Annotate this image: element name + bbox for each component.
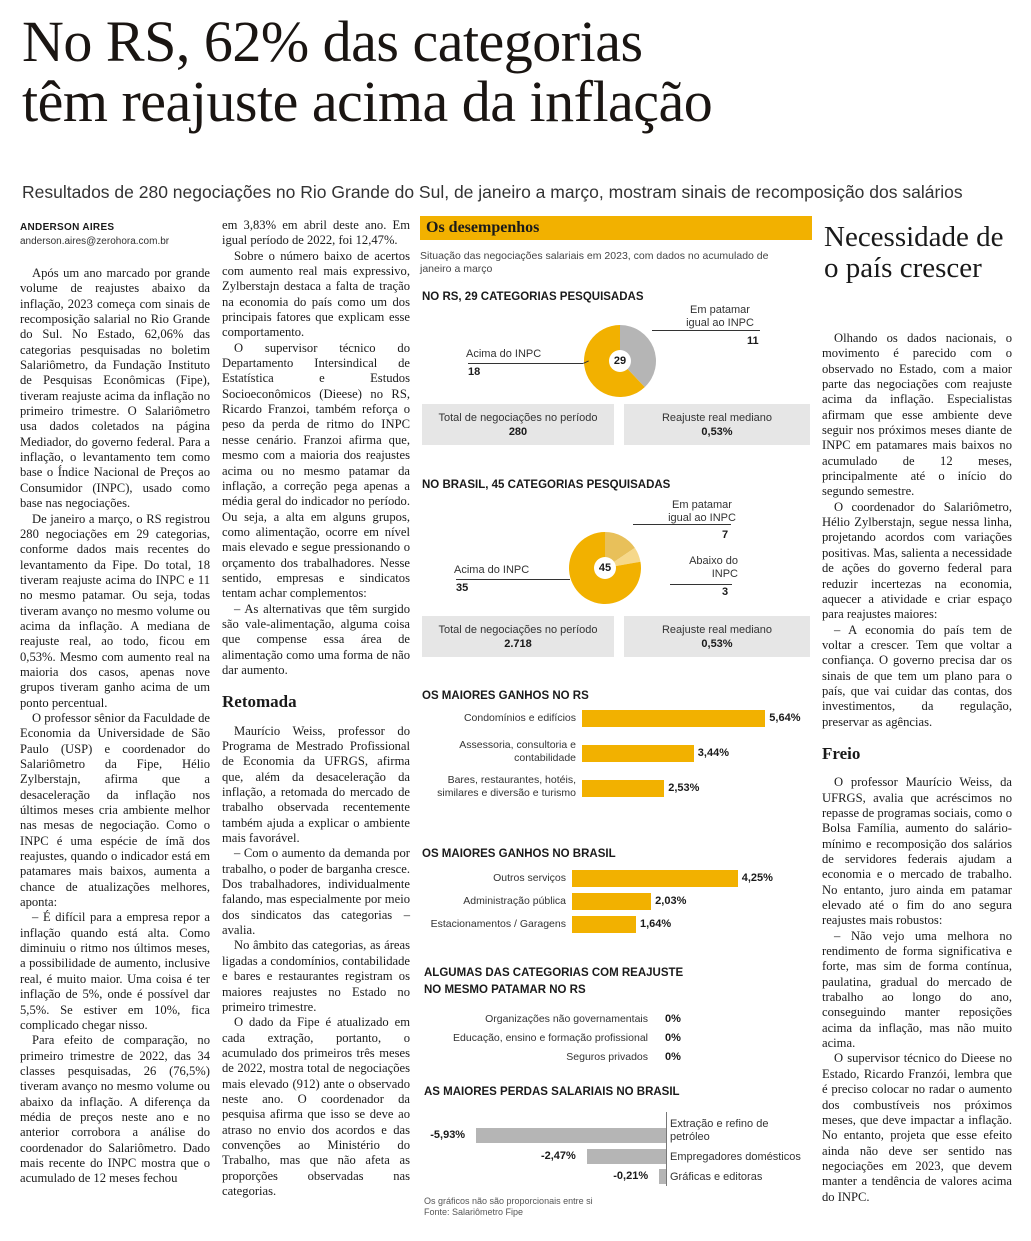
- footnote-fonte: Fonte: Salariômetro Fipe: [424, 1207, 524, 1217]
- rs-donut-total: 29: [613, 355, 627, 367]
- bar: [572, 916, 636, 933]
- loss-bar-label: Gráficas e editoras: [670, 1171, 763, 1183]
- br-igual-leader: [633, 524, 731, 525]
- patamar-row-label: Seguros privados: [566, 1051, 648, 1063]
- paragraph: – Não vejo uma melhora no rendimento de forma significativa e forte, mas sim de forma contínua, paulatina, gradual do mercado de trabalho ao longo do ano, conseguindo manter reposições acima da inflação, mas não muito acima.: [822, 928, 1012, 1051]
- rs-total-value: 280: [508, 426, 528, 438]
- br-total-value: 2.718: [504, 638, 532, 650]
- perdas-title: AS MAIORES PERDAS SALARIAIS NO BRASIL: [424, 1086, 680, 1098]
- bar-value: 5,64%: [769, 712, 801, 724]
- br-abaixo-leader: [670, 584, 732, 585]
- loss-bar: [476, 1128, 666, 1143]
- br-acima-leader: [456, 579, 570, 580]
- rs-igual-leader: [652, 330, 760, 331]
- br-acima-value: 35: [456, 582, 469, 594]
- bar-label: Administração pública: [463, 895, 566, 907]
- loss-bar-value: -0,21%: [613, 1170, 649, 1182]
- paragraph: – As alternativas que têm surgido são vale-alimentação, alguma coisa que compense essa área de alimentação como uma forma de não dar aumento.: [222, 601, 410, 677]
- paragraph: O supervisor técnico do Departamento Intersindical de Estatística e Estudos Socioeconômicos (Dieese) no RS, Ricardo Franzoi, também reforça o peso da perda de ritmo do INPC nesse cenário. Franzoi afirma que, mesmo com a maioria dos reajustes acima ou no mesmo patamar da inflação, a correção pega apenas a média geral do indicador no período. Ou seja, a alta em alguns grupos, como alimentação, ocorre em nível mais elevado e segue pressionando o orçamento dos trabalhadores. Nesse sentido, empresas e sindicatos tentam achar complementos:: [222, 340, 410, 601]
- headline-line-1: No RS, 62% das categorias: [22, 9, 643, 74]
- paragraph: – Com o aumento da demanda por trabalho, o poder de barganha cresce. Dos trabalhadores, individualmente falando, mas especialmente por meio dos sindicatos das categorias – avalia.: [222, 846, 410, 938]
- paragraph: O coordenador do Salariômetro, Hélio Zylberstajn, segue nessa linha, projetando acordos com variações positivas. Mas, salienta a necessidade de ações do governo federal para reduzir incertezas na economia, aquecer a atividade e criar espaço para reajustes maiores:: [822, 499, 1012, 622]
- rs-acima-leader: [468, 363, 583, 364]
- patamar-row-label: Organizações não governamentais: [485, 1013, 648, 1025]
- paragraph: Para efeito de comparação, no primeiro trimestre de 2022, das 34 classes pesquisadas, 26 (76,5%) tiveram avanço no mesmo volume ou abaixo da inflação. A diferença da média de preços neste ano e no anterior corrobora a análise do coordenador do Salariômetro. Dado mais recente do INPC mostra que o acumulado de 12 meses fechou: [20, 1033, 210, 1186]
- bar-label: Condomínios e edifícios: [463, 712, 576, 724]
- loss-bar: [659, 1169, 666, 1184]
- patamar-row-value: 0%: [665, 1051, 681, 1063]
- paragraph: O professor sênior da Faculdade de Economia da Universidade de São Paulo (USP) e coordenador do Salariômetro da Fipe, Hélio Zylberstajn, afirma que a desaceleração da inflação nos últimos meses cria ambiente melhor nas mesas de negociação. Como o INPC é uma espécie de ímã dos reajustes, quando o indicador está em patamares mais baixos, aumenta a chance de atualizações melhores, aponta:: [20, 710, 211, 910]
- ganhos-rs-title: OS MAIORES GANHOS NO RS: [422, 690, 589, 702]
- bar-label: Assessoria, consultoria e contabilidade: [459, 739, 576, 764]
- bar-value: 2,53%: [668, 782, 700, 794]
- loss-bar-value: -5,93%: [430, 1129, 466, 1141]
- subhead: Resultados de 280 negociações no Rio Grande do Sul, de janeiro a março, mostram sinais de recomposição dos salários: [22, 182, 963, 202]
- rs-igual-value: 11: [747, 335, 759, 347]
- bar-value: 4,25%: [741, 872, 773, 884]
- loss-bar: [587, 1149, 666, 1164]
- article-column-2: [222, 218, 410, 1199]
- paragraph: Sobre o número baixo de acertos com aumento real mais expressivo, Zylberstajn destaca a falta de tração na economia do país como um dos principais fatores que explicam esse comportamento.: [222, 248, 410, 340]
- rs-total-box: [422, 404, 614, 445]
- loss-bar-label: Extração e refino de petróleo: [670, 1118, 769, 1143]
- patamar-row-value: 0%: [665, 1013, 681, 1025]
- author-email[interactable]: anderson.aires@zerohora.com.br: [20, 236, 170, 247]
- ganhos-br-title: OS MAIORES GANHOS NO BRASIL: [422, 848, 616, 860]
- bar-label: Outros serviços: [493, 872, 566, 884]
- br-donut-total: 45: [598, 562, 612, 574]
- rs-acima-label: Acima do INPC: [466, 348, 542, 360]
- paragraph: – A economia do país tem de voltar a crescer. Tem que voltar a confiança. O governo precisa dar os sinais de que tem um plano para o país, que vai cuidar das contas, dos investimentos, da regulação, preservar as agências.: [822, 622, 1012, 729]
- br-acima-label: Acima do INPC: [454, 564, 530, 576]
- paragraph: – É difícil para a empresa repor a inflação quando está alta. Como diminuiu o ritmo nos últimos meses, a possibilidade de aumento, inclusive real, é muito maior. Uma coisa é ter inflação de 5%, onde é possível dar 5,5%. Se estiver em 10%, fica complicado chegar nisso.: [20, 910, 210, 1032]
- bar: [582, 710, 765, 727]
- bar-label: Estacionamentos / Garagens: [430, 918, 566, 930]
- section-heading-retomada: Retomada: [222, 692, 297, 712]
- loss-bar-label: Empregadores domésticos: [670, 1151, 801, 1163]
- headline: [22, 9, 1012, 134]
- infographic: [420, 216, 812, 1226]
- paragraph: O dado da Fipe é atualizado em cada extração, portanto, o acumulado dos primeiros três meses de 2022, mostra total de negociações mais elevado (912) ante o observado neste ano. O coordenador da pesquisa afirma que isso se deve ao atraso no envio dos acordos e das convenções ao Ministério do Trabalho, mas que não afeta as proporções observadas nas categorias.: [222, 1015, 410, 1198]
- patamar-row-label: Educação, ensino e formação profissional: [453, 1032, 648, 1044]
- bar-value: 1,64%: [639, 918, 672, 930]
- footnote-proporcao: Os gráficos não são proporcionais entre si: [424, 1196, 593, 1206]
- rs-mediano-label: Reajuste real mediano: [661, 412, 773, 424]
- infographic-subtitle: Situação das negociações salariais em 2023, com dados no acumulado de janeiro a março: [420, 250, 769, 275]
- paragraph: No âmbito das categorias, as áreas ligadas a condomínios, contabilidade e bares e restaurantes registram os maiores reajustes no Estado no primeiro trimestre.: [222, 938, 410, 1014]
- br-section-title: NO BRASIL, 45 CATEGORIAS PESQUISADAS: [422, 479, 671, 491]
- headline-line-2: têm reajuste acima da inflação: [22, 69, 713, 134]
- rs-igual-label: Em patamar igual ao INPC: [686, 304, 754, 329]
- br-igual-value: 7: [722, 529, 729, 541]
- br-total-box: [422, 616, 614, 657]
- bar: [582, 745, 694, 762]
- br-total-label: Total de negociações no período: [438, 624, 598, 636]
- paragraph: O professor Maurício Weiss, da UFRGS, avalia que acréscimos no repasse de programas sociais, como o Bolsa Família, aumento do salário-mínimo e recomposição dos salários de servidores federais ajudam a economia e o mercado de trabalho. No entanto, juro ainda em patamar elevado até o fim do ano segura reajustes mais robustos:: [822, 775, 1012, 928]
- bar: [582, 780, 664, 797]
- br-abaixo-label: Abaixo do INPC: [689, 555, 738, 580]
- loss-bar-value: -2,47%: [540, 1150, 576, 1162]
- author-name: ANDERSON AIRES: [20, 222, 115, 233]
- bar-value: 3,44%: [697, 747, 729, 759]
- paragraph: Após um ano marcado por grande volume de reajustes abaixo da inflação, 2023 começa com sinais de recomposição salarial no Rio Grande do Sul. No Estado, 62,06% das categorias pesquisadas no boletim Salariômetro, da Fundação Instituto de Pesquisas Econômicas (Fipe), tiveram reajuste acima da inflação no primeiro trimestre. O Salariômetro usa dados coletados na página Mediador, do governo federal. Para a inflação, o levantamento tem como base o Índice Nacional de Preços ao Consumidor (INPC), usado como base nas negociações.: [20, 266, 210, 511]
- patamar-row-value: 0%: [665, 1032, 681, 1044]
- infographic-banner: Os desempenhos: [420, 216, 812, 240]
- sidebar-title: Necessidade de o país crescer: [824, 221, 1004, 284]
- section-heading-freio: Freio: [822, 743, 861, 763]
- rs-acima-value: 18: [468, 366, 481, 378]
- bar-value: 2,03%: [655, 895, 687, 907]
- br-mediano-box: [624, 616, 810, 657]
- article-column-1: [20, 266, 210, 1187]
- bar: [572, 893, 651, 910]
- paragraph: Olhando os dados nacionais, o movimento é parecido com o observado no Estado, com a maior parte das negociações com reajuste acima da inflação. Especialistas afirmam que esse ambiente deve seguir nos próximos meses diante de INPC em patamares mais baixos no acumulado de 12 meses, principalmente até o início do segundo semestre.: [822, 331, 1012, 499]
- rs-section-title: NO RS, 29 CATEGORIAS PESQUISADAS: [422, 291, 644, 303]
- rs-mediano-box: [624, 404, 810, 445]
- paragraph: em 3,83% em abril deste ano. Em igual período de 2022, foi 12,47%.: [222, 218, 410, 248]
- patamar-title-1: ALGUMAS DAS CATEGORIAS COM REAJUSTE: [424, 967, 684, 979]
- patamar-title-2: NO MESMO PATAMAR NO RS: [424, 984, 586, 996]
- paragraph: O supervisor técnico do Dieese no Estado, Ricardo Franzói, lembra que é preciso colocar no radar o aumento dos combustíveis nos próximos meses, que deve impactar a inflação. No entanto, projeta que esse efeito ainda não deve ser sentido nas negociações em 2023, que devem manter a tendência de valores acima do INPC.: [822, 1051, 1012, 1204]
- paragraph: De janeiro a março, o RS registrou 280 negociações em 29 categorias, conforme dados mais recentes do levantamento da Fipe. Do total, 18 tiveram reajuste acima do INPC e 11 no mesmo patamar. Ou seja, todas tiveram avanço no mesmo volume ou acima da inflação. A mediana de reajuste real, ao todo, ficou em 0,53%. Mesmo com aumento real na maioria dos casos, apenas nove grupos tiveram ganho acima de um ponto percentual.: [20, 511, 210, 710]
- bar: [572, 870, 738, 887]
- br-abaixo-value: 3: [722, 586, 729, 598]
- perdas-axis: [666, 1112, 667, 1186]
- br-mediano-label: Reajuste real mediano: [661, 624, 773, 636]
- br-mediano-value: 0,53%: [701, 638, 733, 650]
- br-igual-label: Em patamar igual ao INPC: [668, 499, 736, 524]
- sidebar-column: [822, 331, 1012, 1205]
- bar-label: Bares, restaurantes, hotéis, similares e diversão e turismo: [437, 774, 576, 799]
- paragraph: Maurício Weiss, professor do Programa de Mestrado Profissional de Economia da UFRGS, afirma que, além da desaceleração da inflação, a retomada do mercado de trabalho observada recentemente também ajuda a explicar o ambiente mais favorável.: [222, 723, 410, 846]
- rs-total-label: Total de negociações no período: [438, 412, 598, 424]
- rs-mediano-value: 0,53%: [701, 426, 733, 438]
